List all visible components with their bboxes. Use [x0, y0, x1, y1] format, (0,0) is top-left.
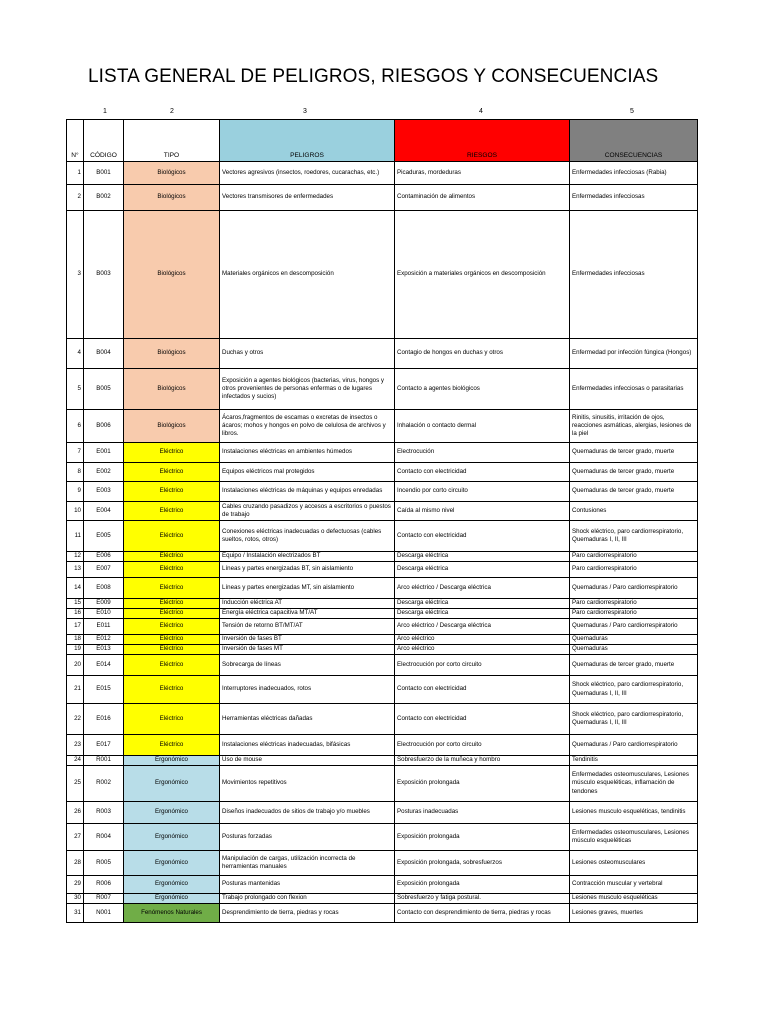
cell-codigo: B006: [84, 410, 124, 443]
cell-peligro: Energía eléctrica capacitiva MT/AT: [220, 609, 395, 619]
table-row: [67, 339, 698, 369]
cell-num: 13: [67, 562, 84, 578]
cell-consecuencia: Tendinitis: [570, 756, 698, 766]
cell-num: 3: [67, 211, 84, 339]
cell-peligro: Instalaciones eléctricas inadecuadas, bifásicas: [220, 735, 395, 756]
cell-peligro: Tensión de retorno BT/MT/AT: [220, 619, 395, 635]
table-row: [67, 552, 698, 562]
cell-riesgo: Incendio por corto circuito: [395, 482, 570, 502]
hazards-table: [66, 119, 698, 923]
cell-codigo: E009: [84, 599, 124, 609]
column-number: 1: [103, 108, 107, 115]
cell-num: 19: [67, 645, 84, 655]
cell-num: 21: [67, 676, 84, 704]
cell-num: 31: [67, 904, 84, 923]
cell-riesgo: Caída al mismo nivel: [395, 502, 570, 521]
cell-num: 12: [67, 552, 84, 562]
cell-tipo: Eléctrico: [124, 704, 220, 735]
cell-consecuencia: Quemaduras de tercer grado, muerte: [570, 463, 698, 482]
cell-consecuencia: Paro cardiorrespiratorio: [570, 609, 698, 619]
table-row: [67, 482, 698, 502]
cell-peligro: Conexiones eléctricas inadecuadas o defectuosas (cables sueltos, rotos, otros): [220, 521, 395, 552]
cell-codigo: E006: [84, 552, 124, 562]
table-row: [67, 655, 698, 676]
cell-codigo: B002: [84, 185, 124, 211]
cell-peligro: Ácaros,fragmentos de escamas o excretas de insectos o ácaros; mohos y hongos en polvo de celulosa de archivos y libros.: [220, 410, 395, 443]
cell-consecuencia: Shock eléctrico, paro cardiorrespiratorio, Quemaduras I, II, III: [570, 521, 698, 552]
cell-riesgo: Electrocución por corto circuito: [395, 735, 570, 756]
cell-riesgo: Electrocución por corto circuito: [395, 655, 570, 676]
table-row: [67, 369, 698, 410]
cell-codigo: E015: [84, 676, 124, 704]
cell-num: 30: [67, 894, 84, 904]
cell-riesgo: Contacto a agentes biológicos: [395, 369, 570, 410]
cell-peligro: Manipulación de cargas, utilización incorrecta de herramientas manuales: [220, 851, 395, 876]
cell-codigo: B005: [84, 369, 124, 410]
cell-peligro: Trabajo prolongado con flexion: [220, 894, 395, 904]
cell-tipo: Biológicos: [124, 211, 220, 339]
cell-riesgo: Sobresfuerzo de la muñeca y hombro: [395, 756, 570, 766]
table-row: [67, 443, 698, 463]
cell-codigo: E008: [84, 578, 124, 599]
cell-codigo: E011: [84, 619, 124, 635]
cell-consecuencia: Quemaduras de tercer grado, muerte: [570, 443, 698, 463]
cell-num: 10: [67, 502, 84, 521]
cell-tipo: Eléctrico: [124, 578, 220, 599]
cell-tipo: Eléctrico: [124, 735, 220, 756]
table-row: [67, 599, 698, 609]
cell-peligro: Uso de mouse: [220, 756, 395, 766]
cell-peligro: Desprendimiento de tierra, piedras y rocas: [220, 904, 395, 923]
cell-tipo: Eléctrico: [124, 521, 220, 552]
cell-num: 4: [67, 339, 84, 369]
cell-tipo: Biológicos: [124, 185, 220, 211]
cell-consecuencia: Quemaduras de tercer grado, muerte: [570, 482, 698, 502]
cell-codigo: R003: [84, 802, 124, 824]
cell-codigo: B003: [84, 211, 124, 339]
cell-codigo: N001: [84, 904, 124, 923]
cell-consecuencia: Quemaduras: [570, 645, 698, 655]
header-peligros: PELIGROS: [220, 120, 395, 162]
cell-peligro: Diseños inadecuados de sitios de trabajo y/o muebles: [220, 802, 395, 824]
cell-tipo: Eléctrico: [124, 619, 220, 635]
cell-riesgo: Picaduras, mordeduras: [395, 162, 570, 185]
cell-tipo: Eléctrico: [124, 635, 220, 645]
table-row: [67, 645, 698, 655]
table-row: [67, 211, 698, 339]
cell-num: 18: [67, 635, 84, 645]
cell-consecuencia: Lesiones musculo esqueléticas, tendinitis: [570, 802, 698, 824]
cell-consecuencia: Paro cardiorrespiratorio: [570, 599, 698, 609]
table-row: [67, 676, 698, 704]
table-row: [67, 185, 698, 211]
table-row: [67, 502, 698, 521]
table-row: [67, 410, 698, 443]
cell-riesgo: Electrocución: [395, 443, 570, 463]
cell-consecuencia: Lesiones graves, muertes: [570, 904, 698, 923]
cell-num: 8: [67, 463, 84, 482]
cell-tipo: Biológicos: [124, 369, 220, 410]
cell-num: 29: [67, 876, 84, 894]
cell-num: 23: [67, 735, 84, 756]
cell-riesgo: Arco eléctrico / Descarga eléctrica: [395, 619, 570, 635]
cell-tipo: Eléctrico: [124, 599, 220, 609]
cell-riesgo: Contaminación de alimentos: [395, 185, 570, 211]
cell-peligro: Instalaciones eléctricas de máquinas y equipos enredadas: [220, 482, 395, 502]
cell-peligro: Sobrecarga de líneas: [220, 655, 395, 676]
cell-num: 27: [67, 824, 84, 851]
cell-consecuencia: Lesiones musculo esqueléticas: [570, 894, 698, 904]
cell-codigo: R005: [84, 851, 124, 876]
cell-tipo: Eléctrico: [124, 443, 220, 463]
cell-num: 15: [67, 599, 84, 609]
cell-codigo: R007: [84, 894, 124, 904]
cell-consecuencia: Shock eléctrico, paro cardiorrespiratorio, Quemaduras I, II, III: [570, 676, 698, 704]
cell-num: 24: [67, 756, 84, 766]
cell-consecuencia: Enfermedades infecciosas (Rabia): [570, 162, 698, 185]
table-row: [67, 824, 698, 851]
cell-peligro: Movimientos repetitivos: [220, 766, 395, 802]
cell-consecuencia: Quemaduras / Paro cardiorrespiratorio: [570, 578, 698, 599]
cell-riesgo: Exposición a materiales orgánicos en descomposición: [395, 211, 570, 339]
table-header-row: [67, 120, 698, 162]
cell-codigo: E002: [84, 463, 124, 482]
cell-num: 2: [67, 185, 84, 211]
cell-peligro: Posturas forzadas: [220, 824, 395, 851]
cell-riesgo: Descarga eléctrica: [395, 599, 570, 609]
cell-tipo: Eléctrico: [124, 463, 220, 482]
cell-riesgo: Arco eléctrico: [395, 635, 570, 645]
table-row: [67, 876, 698, 894]
table-row: [67, 609, 698, 619]
cell-codigo: R002: [84, 766, 124, 802]
cell-peligro: Duchas y otros: [220, 339, 395, 369]
cell-riesgo: Exposición prolongada: [395, 876, 570, 894]
cell-consecuencia: Paro cardiorrespiratorio: [570, 562, 698, 578]
cell-consecuencia: Quemaduras: [570, 635, 698, 645]
column-number: 2: [170, 108, 174, 115]
cell-peligro: Posturas mantenidas: [220, 876, 395, 894]
cell-tipo: Eléctrico: [124, 482, 220, 502]
cell-riesgo: Descarga eléctrica: [395, 562, 570, 578]
header-num: N°: [67, 120, 84, 162]
cell-tipo: Ergonómico: [124, 756, 220, 766]
cell-num: 20: [67, 655, 84, 676]
table-row: [67, 851, 698, 876]
table-row: [67, 704, 698, 735]
cell-codigo: R004: [84, 824, 124, 851]
cell-tipo: Biológicos: [124, 410, 220, 443]
cell-tipo: Biológicos: [124, 339, 220, 369]
cell-peligro: Cables cruzando pasadizos y accesos a escritorios o puestos de trabajo: [220, 502, 395, 521]
cell-peligro: Herramientas eléctricas dañadas: [220, 704, 395, 735]
cell-tipo: Eléctrico: [124, 502, 220, 521]
cell-consecuencia: Contusiones: [570, 502, 698, 521]
column-number: 3: [303, 108, 307, 115]
cell-codigo: E010: [84, 609, 124, 619]
cell-codigo: R001: [84, 756, 124, 766]
table-row: [67, 756, 698, 766]
cell-consecuencia: Enfermedades osteomusculares, Lesiones músculo esqueléticas, inflamación de tendones: [570, 766, 698, 802]
cell-peligro: Vectores agresivos (insectos, roedores, cucarachas, etc.): [220, 162, 395, 185]
cell-riesgo: Posturas inadecuadas: [395, 802, 570, 824]
cell-num: 7: [67, 443, 84, 463]
cell-tipo: Eléctrico: [124, 676, 220, 704]
cell-consecuencia: Contracción muscular y vertebral: [570, 876, 698, 894]
header-riesgos: RIESGOS: [395, 120, 570, 162]
cell-codigo: B001: [84, 162, 124, 185]
cell-riesgo: Arco eléctrico / Descarga eléctrica: [395, 578, 570, 599]
cell-riesgo: Contacto con desprendimiento de tierra, piedras y rocas: [395, 904, 570, 923]
cell-riesgo: Contacto con electricidad: [395, 463, 570, 482]
cell-riesgo: Sobresfuerzo y fatiga postural.: [395, 894, 570, 904]
cell-codigo: E003: [84, 482, 124, 502]
table-row: [67, 904, 698, 923]
cell-tipo: Ergonómico: [124, 894, 220, 904]
cell-peligro: Materiales orgánicos en descomposición: [220, 211, 395, 339]
table-row: [67, 766, 698, 802]
page-title: LISTA GENERAL DE PELIGROS, RIESGOS Y CONSECUENCIAS: [88, 66, 659, 87]
cell-peligro: Líneas y partes energizadas MT, sin aislamiento: [220, 578, 395, 599]
cell-tipo: Biológicos: [124, 162, 220, 185]
column-number: 4: [479, 108, 483, 115]
cell-peligro: Equipo / Instalación electrizados BT: [220, 552, 395, 562]
cell-riesgo: Exposición prolongada: [395, 766, 570, 802]
cell-tipo: Ergonómico: [124, 876, 220, 894]
cell-riesgo: Contacto con electricidad: [395, 676, 570, 704]
table-row: [67, 521, 698, 552]
table-row: [67, 802, 698, 824]
cell-num: 6: [67, 410, 84, 443]
table-row: [67, 578, 698, 599]
table-row: [67, 162, 698, 185]
cell-num: 22: [67, 704, 84, 735]
cell-codigo: B004: [84, 339, 124, 369]
cell-tipo: Eléctrico: [124, 655, 220, 676]
cell-tipo: Ergonómico: [124, 766, 220, 802]
cell-codigo: E005: [84, 521, 124, 552]
cell-peligro: Inversión de fases BT: [220, 635, 395, 645]
cell-codigo: E014: [84, 655, 124, 676]
cell-peligro: Líneas y partes energizadas BT, sin aislamiento: [220, 562, 395, 578]
cell-tipo: Ergonómico: [124, 851, 220, 876]
cell-consecuencia: Paro cardiorrespiratorio: [570, 552, 698, 562]
table-row: [67, 619, 698, 635]
cell-codigo: E004: [84, 502, 124, 521]
cell-riesgo: Arco eléctrico: [395, 645, 570, 655]
cell-num: 16: [67, 609, 84, 619]
cell-codigo: E012: [84, 635, 124, 645]
cell-tipo: Ergonómico: [124, 824, 220, 851]
cell-num: 17: [67, 619, 84, 635]
cell-tipo: Eléctrico: [124, 645, 220, 655]
cell-consecuencia: Enfermedades infecciosas o parasitarias: [570, 369, 698, 410]
header-tipo: TIPO: [124, 120, 220, 162]
cell-num: 28: [67, 851, 84, 876]
cell-consecuencia: Enfermedades osteomusculares, Lesiones músculo esqueléticas: [570, 824, 698, 851]
cell-num: 9: [67, 482, 84, 502]
cell-peligro: Vectores transmisores de enfermedades: [220, 185, 395, 211]
cell-codigo: E001: [84, 443, 124, 463]
cell-num: 26: [67, 802, 84, 824]
cell-consecuencia: Quemaduras / Paro cardiorrespiratorio: [570, 619, 698, 635]
cell-num: 25: [67, 766, 84, 802]
cell-consecuencia: Shock eléctrico, paro cardiorrespiratorio, Quemaduras I, II, III: [570, 704, 698, 735]
cell-riesgo: Exposición prolongada: [395, 824, 570, 851]
table-body: [67, 162, 698, 923]
cell-consecuencia: Quemaduras / Paro cardiorrespiratorio: [570, 735, 698, 756]
cell-tipo: Eléctrico: [124, 609, 220, 619]
cell-consecuencia: Lesiones osteomusculares: [570, 851, 698, 876]
cell-tipo: Ergonómico: [124, 802, 220, 824]
cell-num: 5: [67, 369, 84, 410]
cell-riesgo: Contagio de hongos en duchas y otros: [395, 339, 570, 369]
cell-num: 1: [67, 162, 84, 185]
cell-riesgo: Descarga eléctrica: [395, 552, 570, 562]
cell-consecuencia: Enfermedades infecciosas: [570, 185, 698, 211]
cell-peligro: Exposición a agentes biológicos (bacterias, virus, hongos y otros provenientes de personas enfermas o de lugares infectados y sucios): [220, 369, 395, 410]
cell-riesgo: Inhalación o contacto dermal: [395, 410, 570, 443]
cell-num: 11: [67, 521, 84, 552]
cell-tipo: Fenómenos Naturales: [124, 904, 220, 923]
cell-riesgo: Exposición prolongada, sobresfuerzos: [395, 851, 570, 876]
table-row: [67, 635, 698, 645]
cell-peligro: Inducción eléctrica AT: [220, 599, 395, 609]
table-row: [67, 894, 698, 904]
cell-peligro: Interruptores inadecuados, rotos: [220, 676, 395, 704]
header-consecuencias: CONSECUENCIAS: [570, 120, 698, 162]
cell-tipo: Eléctrico: [124, 562, 220, 578]
cell-consecuencia: Rinitis, sinusitis, irritación de ojos, reacciones asmáticas, alergias, lesiones de la piel: [570, 410, 698, 443]
table-row: [67, 735, 698, 756]
cell-peligro: Instalaciones eléctricas en ambientes húmedos: [220, 443, 395, 463]
cell-peligro: Equipos eléctricos mal protegidos: [220, 463, 395, 482]
header-codigo: CÓDIGO: [84, 120, 124, 162]
cell-codigo: E013: [84, 645, 124, 655]
cell-peligro: Inversión de fases MT: [220, 645, 395, 655]
cell-riesgo: Contacto con electricidad: [395, 704, 570, 735]
column-number: 5: [630, 108, 634, 115]
cell-riesgo: Descarga eléctrica: [395, 609, 570, 619]
cell-codigo: E016: [84, 704, 124, 735]
cell-codigo: R006: [84, 876, 124, 894]
cell-consecuencia: Enfermedades infecciosas: [570, 211, 698, 339]
table-row: [67, 463, 698, 482]
cell-tipo: Eléctrico: [124, 552, 220, 562]
table-row: [67, 562, 698, 578]
cell-riesgo: Contacto con electricidad: [395, 521, 570, 552]
cell-codigo: E017: [84, 735, 124, 756]
cell-num: 14: [67, 578, 84, 599]
cell-consecuencia: Quemaduras de tercer grado, muerte: [570, 655, 698, 676]
cell-codigo: E007: [84, 562, 124, 578]
cell-consecuencia: Enfermedad por infección fúngica (Hongos): [570, 339, 698, 369]
